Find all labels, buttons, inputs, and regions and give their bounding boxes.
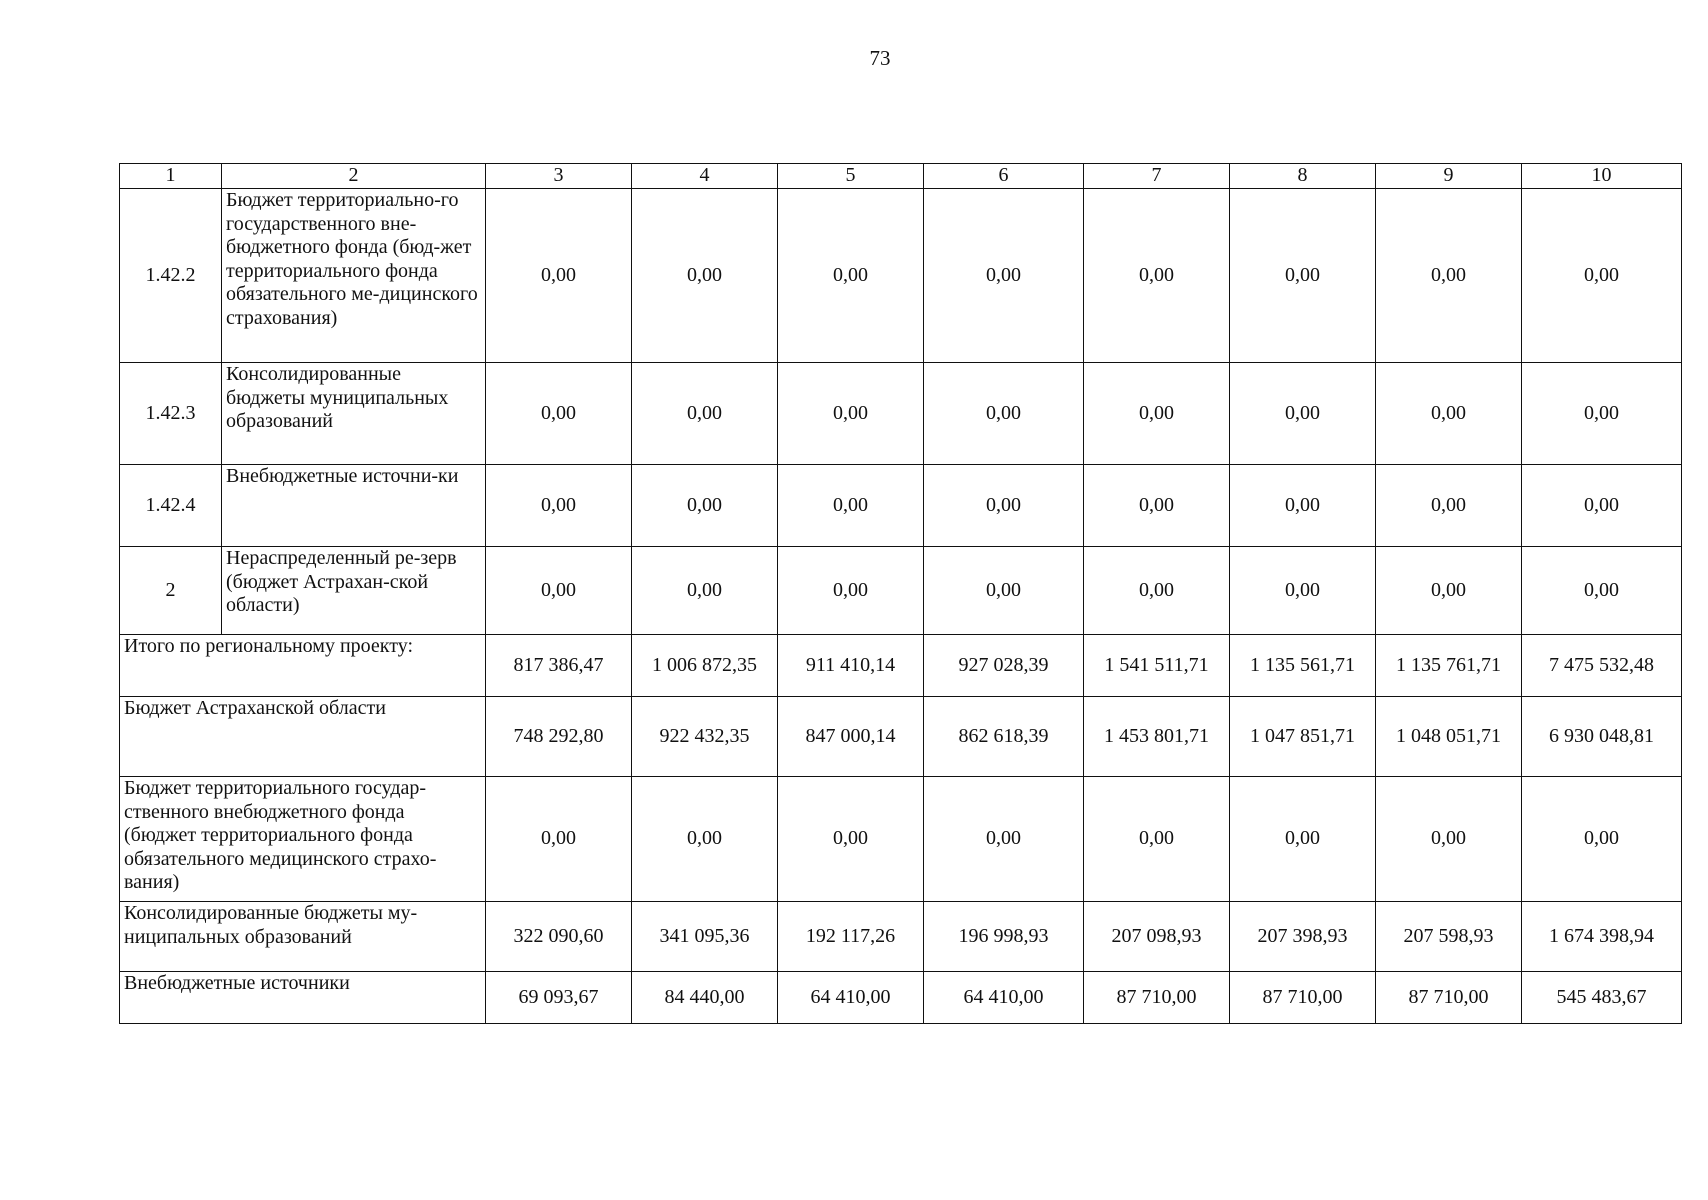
row-name: Внебюджетные источни-ки — [222, 465, 486, 547]
table-row — [120, 363, 1682, 465]
value-cell: 87 710,00 — [1376, 972, 1522, 1024]
value-cell: 748 292,80 — [486, 697, 632, 777]
value-cell: 0,00 — [1230, 189, 1376, 363]
row-name: Бюджет территориально-го государственного вне-бюджетного фонда (бюд-жет территориального фонда обязательного ме-дицинского страхования) — [222, 189, 486, 363]
total-label: Бюджет территориального государ-ственного внебюджетного фонда (бюджет территориального фонда обязательного медицинского страхо-вания) — [120, 777, 486, 902]
value-cell: 7 475 532,48 — [1522, 635, 1682, 697]
value-cell: 0,00 — [924, 189, 1084, 363]
header-row — [120, 164, 1682, 189]
value-cell: 0,00 — [632, 547, 778, 635]
value-cell: 207 598,93 — [1376, 902, 1522, 972]
page-number: 73 — [869, 46, 891, 70]
value-cell: 0,00 — [1230, 465, 1376, 547]
value-cell: 64 410,00 — [924, 972, 1084, 1024]
value-cell: 0,00 — [924, 547, 1084, 635]
value-cell: 0,00 — [778, 363, 924, 465]
column-header: 6 — [924, 164, 1084, 189]
value-cell: 207 398,93 — [1230, 902, 1376, 972]
value-cell: 84 440,00 — [632, 972, 778, 1024]
value-cell: 0,00 — [778, 189, 924, 363]
value-cell: 927 028,39 — [924, 635, 1084, 697]
value-cell: 0,00 — [1522, 777, 1682, 902]
value-cell: 0,00 — [778, 777, 924, 902]
column-header: 10 — [1522, 164, 1682, 189]
value-cell: 196 998,93 — [924, 902, 1084, 972]
value-cell: 0,00 — [1084, 547, 1230, 635]
row-code: 1.42.3 — [120, 363, 222, 465]
value-cell: 545 483,67 — [1522, 972, 1682, 1024]
value-cell: 0,00 — [632, 189, 778, 363]
value-cell: 817 386,47 — [486, 635, 632, 697]
value-cell: 0,00 — [1376, 363, 1522, 465]
value-cell: 1 047 851,71 — [1230, 697, 1376, 777]
column-header: 5 — [778, 164, 924, 189]
row-name: Нераспределенный ре-зерв (бюджет Астрахан-ской области) — [222, 547, 486, 635]
value-cell: 0,00 — [1230, 363, 1376, 465]
total-label: Консолидированные бюджеты му-ниципальных образований — [120, 902, 486, 972]
value-cell: 0,00 — [924, 465, 1084, 547]
value-cell: 0,00 — [778, 547, 924, 635]
value-cell: 862 618,39 — [924, 697, 1084, 777]
column-header: 1 — [120, 164, 222, 189]
budget-table — [119, 163, 1682, 1024]
table-row — [120, 547, 1682, 635]
column-header: 8 — [1230, 164, 1376, 189]
value-cell: 322 090,60 — [486, 902, 632, 972]
value-cell: 0,00 — [486, 547, 632, 635]
value-cell: 0,00 — [924, 363, 1084, 465]
value-cell: 0,00 — [1376, 547, 1522, 635]
value-cell: 6 930 048,81 — [1522, 697, 1682, 777]
value-cell: 0,00 — [1376, 777, 1522, 902]
table-row — [120, 465, 1682, 547]
value-cell: 1 135 761,71 — [1376, 635, 1522, 697]
value-cell: 0,00 — [1376, 465, 1522, 547]
value-cell: 922 432,35 — [632, 697, 778, 777]
value-cell: 1 674 398,94 — [1522, 902, 1682, 972]
value-cell: 192 117,26 — [778, 902, 924, 972]
total-row — [120, 972, 1682, 1024]
value-cell: 0,00 — [1522, 363, 1682, 465]
value-cell: 0,00 — [632, 465, 778, 547]
total-row — [120, 635, 1682, 697]
value-cell: 0,00 — [1522, 547, 1682, 635]
row-name: Консолидированные бюджеты муниципальных образований — [222, 363, 486, 465]
value-cell: 0,00 — [1084, 465, 1230, 547]
value-cell: 87 710,00 — [1084, 972, 1230, 1024]
value-cell: 0,00 — [486, 465, 632, 547]
total-row — [120, 697, 1682, 777]
value-cell: 1 048 051,71 — [1376, 697, 1522, 777]
value-cell: 847 000,14 — [778, 697, 924, 777]
value-cell: 0,00 — [486, 189, 632, 363]
column-header: 4 — [632, 164, 778, 189]
row-code: 1.42.4 — [120, 465, 222, 547]
value-cell: 0,00 — [1522, 465, 1682, 547]
value-cell: 87 710,00 — [1230, 972, 1376, 1024]
value-cell: 0,00 — [1230, 777, 1376, 902]
value-cell: 0,00 — [632, 777, 778, 902]
total-row — [120, 777, 1682, 902]
value-cell: 0,00 — [1084, 777, 1230, 902]
column-header: 9 — [1376, 164, 1522, 189]
column-header: 3 — [486, 164, 632, 189]
value-cell: 0,00 — [632, 363, 778, 465]
value-cell: 0,00 — [1522, 189, 1682, 363]
column-header: 2 — [222, 164, 486, 189]
total-label: Итого по региональному проекту: — [120, 635, 486, 697]
value-cell: 0,00 — [486, 777, 632, 902]
value-cell: 64 410,00 — [778, 972, 924, 1024]
value-cell: 1 006 872,35 — [632, 635, 778, 697]
value-cell: 0,00 — [1376, 189, 1522, 363]
column-header: 7 — [1084, 164, 1230, 189]
value-cell: 1 541 511,71 — [1084, 635, 1230, 697]
value-cell: 0,00 — [1084, 189, 1230, 363]
total-label: Бюджет Астраханской области — [120, 697, 486, 777]
row-code: 1.42.2 — [120, 189, 222, 363]
value-cell: 0,00 — [778, 465, 924, 547]
value-cell: 911 410,14 — [778, 635, 924, 697]
value-cell: 0,00 — [924, 777, 1084, 902]
value-cell: 341 095,36 — [632, 902, 778, 972]
value-cell: 1 135 561,71 — [1230, 635, 1376, 697]
value-cell: 1 453 801,71 — [1084, 697, 1230, 777]
table-row — [120, 189, 1682, 363]
value-cell: 69 093,67 — [486, 972, 632, 1024]
total-label: Внебюджетные источники — [120, 972, 486, 1024]
total-row — [120, 902, 1682, 972]
value-cell: 0,00 — [486, 363, 632, 465]
value-cell: 0,00 — [1084, 363, 1230, 465]
value-cell: 207 098,93 — [1084, 902, 1230, 972]
value-cell: 0,00 — [1230, 547, 1376, 635]
row-code: 2 — [120, 547, 222, 635]
